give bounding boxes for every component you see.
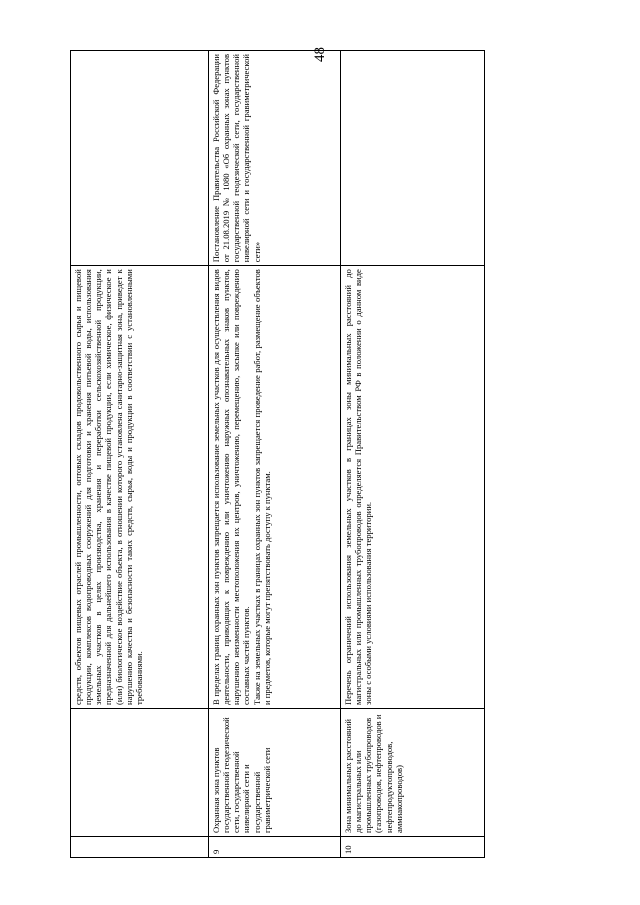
rotated-table-container: [70, 50, 484, 858]
zone-restrictions: [341, 266, 485, 709]
legal-act: [71, 51, 209, 266]
zones-table: [70, 50, 485, 858]
page-number: 48: [312, 47, 328, 62]
zone-name: Зона минимальных расстояний до магистральных или промышленных трубопроводов (газопроводов, нефтепроводов и нефтепродуктопроводов, аммиакопроводов): [341, 708, 485, 836]
zone-name: [71, 708, 209, 836]
restriction-paragraph: Также на земельных участках в границах охранных зон пунктов запрещается проведение работ, размещение объектов и предметов, которые могут препятствовать доступу к пунктам.: [251, 269, 272, 705]
restriction-paragraph: В пределах границ охранных зон пунктов запрещается использование земельных участков для осуществления видов деятельности, приводящих к повреждению или уничтожению наружных опознавательных знаков пунктов, нарушению неизменности местоположения их центров, уничтожению, перемещению, засыпке или повреждению составных частей пунктов.: [211, 269, 252, 705]
row-number: 9: [209, 837, 341, 858]
row-number: [71, 837, 209, 858]
table-row: [71, 51, 209, 858]
zone-restrictions: [71, 266, 209, 709]
table-row: [209, 51, 341, 858]
restriction-paragraph: Перечень ограничений использования земельных участков в границах зоны минимальных расстояний до магистральных или промышленных трубопроводов определяется Правительством РФ в положении о данном виде зоны с особыми условиями использования территории.: [343, 269, 374, 705]
legal-act: [341, 51, 485, 266]
table-row: [341, 51, 485, 858]
zone-name: Охранная зона пунктов государственной геодезической сети, государственной нивелирной сети и государственной гравиметрической сети: [209, 708, 341, 836]
legal-act: Постановление Правительства Российской Федерации от 21.08.2019 № 1080 «Об охранных зонах пунктов государственной геодезической сети, государственной нивелирной сети и государственной гравиметрической сети»: [209, 51, 341, 266]
restriction-paragraph: средств, объектов пищевых отраслей промышленности, оптовых складов продовольственного сырья и пищевой продукции, комплексов водопроводных сооружений для подготовки и хранения питьевой воды, использования земельных участков в целях производства, хранения и переработки сельскохозяйственной продукции, предназначенной для дальнейшего использования в качестве пищевой продукции, если химическое, физическое и (или) биологическое воздействие объекта, в отношении которого установлена санитарно-защитная зона, приведет к нарушению качества и безопасности таких средств, сырья, воды и продукции в соответствии с установленными требованиями.: [73, 269, 144, 705]
zone-restrictions: [209, 266, 341, 709]
row-number: 10: [341, 837, 485, 858]
